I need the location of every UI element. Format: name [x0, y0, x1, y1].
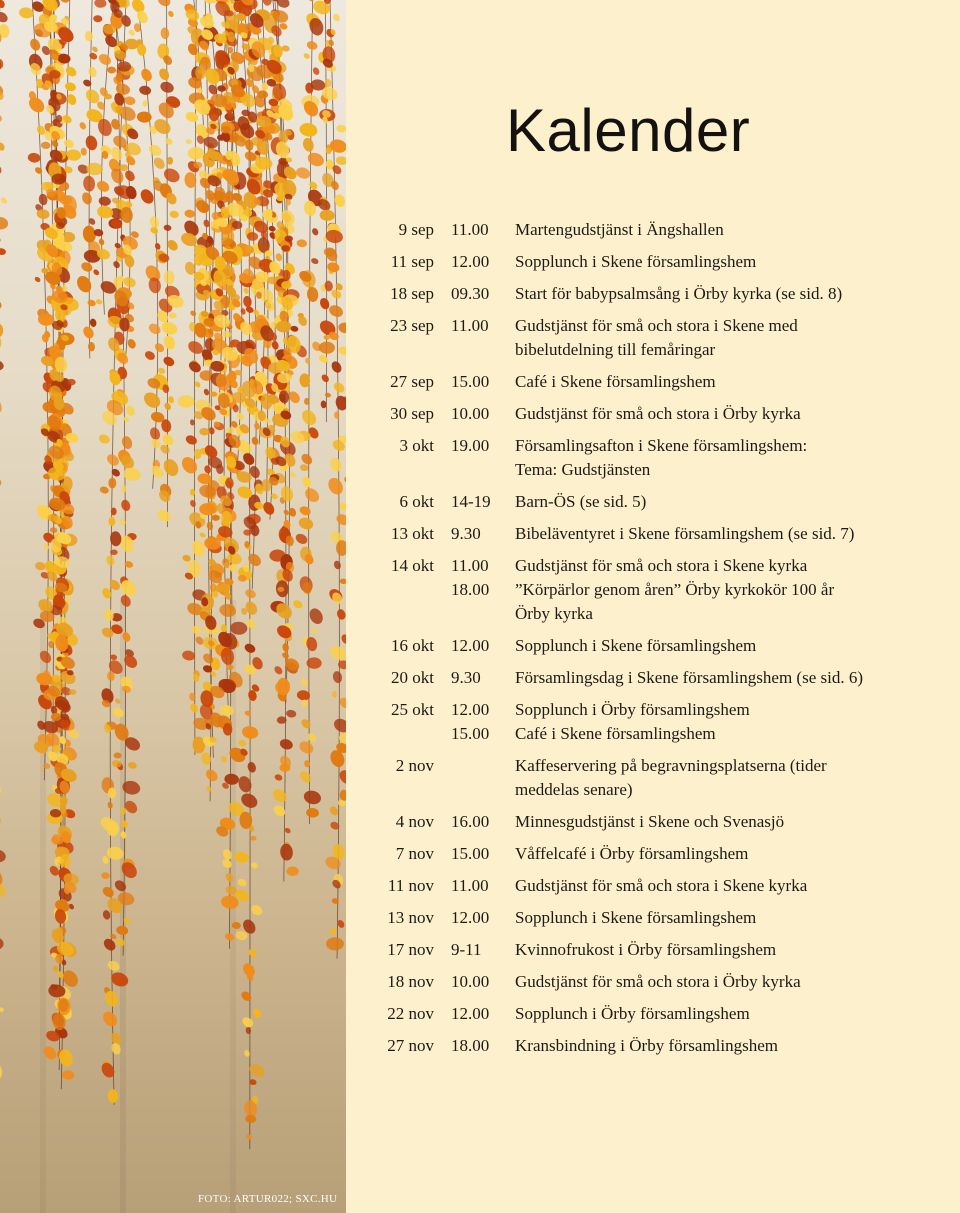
entry-line — [360, 634, 950, 658]
entry-date: 2 nov — [395, 756, 434, 775]
entry-time: 15.00 — [451, 372, 490, 391]
calendar-entry — [360, 970, 950, 994]
calendar-entry — [360, 370, 950, 394]
entry-time: 9-11 — [451, 940, 482, 959]
entry-line — [360, 370, 950, 394]
calendar-entry — [360, 218, 950, 242]
calendar-list — [360, 218, 950, 1066]
calendar-entry — [360, 634, 950, 658]
entry-description: Sopplunch i Skene församlingshem — [515, 636, 757, 655]
entry-time: 12.00 — [451, 908, 490, 927]
entry-line — [360, 554, 950, 578]
entry-line — [360, 458, 950, 482]
entry-description: Gudstjänst för små och stora i Skene med — [515, 316, 798, 335]
calendar-entry — [360, 282, 950, 306]
entry-date: 27 sep — [390, 372, 434, 391]
entry-description: meddelas senare) — [515, 780, 633, 799]
entry-time: 11.00 — [451, 556, 489, 575]
calendar-entry — [360, 810, 950, 834]
calendar-entry — [360, 1034, 950, 1058]
entry-line — [360, 578, 950, 602]
entry-date: 4 nov — [395, 812, 434, 831]
entry-description: ”Körpärlor genom åren” Örby kyrkokör 100 år — [515, 580, 835, 599]
entry-description: Gudstjänst för små och stora i Örby kyrka — [515, 404, 801, 423]
calendar-entry — [360, 250, 950, 274]
entry-time: 15.00 — [451, 724, 490, 743]
calendar-entry — [360, 314, 950, 362]
calendar-entry — [360, 698, 950, 746]
calendar-entry — [360, 754, 950, 802]
entry-time: 12.00 — [451, 700, 490, 719]
entry-description: Barn-ÖS (se sid. 5) — [515, 492, 647, 511]
entry-line — [360, 722, 950, 746]
entry-date: 16 okt — [391, 636, 434, 655]
entry-time: 12.00 — [451, 252, 490, 271]
entry-date: 23 sep — [390, 316, 434, 335]
entry-date: 11 nov — [387, 876, 434, 895]
photo-credit: FOTO: ARTUR022; SXC.HU — [198, 1193, 338, 1205]
entry-line — [360, 810, 950, 834]
entry-line — [360, 434, 950, 458]
entry-description: Martengudstjänst i Ängshallen — [515, 220, 724, 239]
entry-line — [360, 778, 950, 802]
entry-date: 30 sep — [390, 404, 434, 423]
entry-description: Bibeläventyret i Skene församlingshem (se sid. 7) — [515, 524, 855, 543]
entry-date: 18 sep — [390, 284, 434, 303]
entry-line — [360, 522, 950, 546]
entry-description: Församlingsafton i Skene församlingshem: — [515, 436, 808, 455]
entry-description: Tema: Gudstjänsten — [515, 460, 651, 479]
entry-time: 9.30 — [451, 668, 481, 687]
calendar-entry — [360, 842, 950, 866]
entry-line — [360, 754, 950, 778]
calendar-entry — [360, 490, 950, 514]
entry-description: Församlingsdag i Skene församlingshem (se sid. 6) — [515, 668, 863, 687]
entry-date: 18 nov — [387, 972, 434, 991]
entry-line — [360, 282, 950, 306]
entry-date: 25 okt — [391, 700, 434, 719]
entry-line — [360, 402, 950, 426]
entry-line — [360, 698, 950, 722]
entry-date: 13 nov — [387, 908, 434, 927]
entry-time: 15.00 — [451, 844, 490, 863]
entry-time: 9.30 — [451, 524, 481, 543]
entry-time: 11.00 — [451, 220, 489, 239]
entry-time: 12.00 — [451, 636, 490, 655]
entry-line — [360, 314, 950, 338]
entry-line — [360, 490, 950, 514]
entry-description: Gudstjänst för små och stora i Skene kyrka — [515, 556, 808, 575]
entry-line — [360, 338, 950, 362]
entry-description: Örby kyrka — [515, 604, 593, 623]
entry-description: Kaffeservering på begravningsplatserna (tider — [515, 756, 827, 775]
entry-description: Gudstjänst för små och stora i Skene kyrka — [515, 876, 808, 895]
entry-line — [360, 218, 950, 242]
calendar-entry — [360, 402, 950, 426]
entry-description: Start för babypsalmsång i Örby kyrka (se sid. 8) — [515, 284, 843, 303]
entry-time: 10.00 — [451, 404, 490, 423]
entry-description: Sopplunch i Skene församlingshem — [515, 908, 757, 927]
entry-date: 7 nov — [395, 844, 434, 863]
entry-time: 18.00 — [451, 580, 490, 599]
entry-date: 11 sep — [390, 252, 434, 271]
entry-description: Café i Skene församlingshem — [515, 724, 716, 743]
entry-date: 3 okt — [399, 436, 434, 455]
calendar-entry — [360, 1002, 950, 1026]
entry-line — [360, 842, 950, 866]
entry-description: bibelutdelning till femåringar — [515, 340, 716, 359]
entry-description: Sopplunch i Örby församlingshem — [515, 1004, 750, 1023]
entry-description: Kransbindning i Örby församlingshem — [515, 1036, 778, 1055]
entry-line — [360, 1002, 950, 1026]
entry-time: 18.00 — [451, 1036, 490, 1055]
entry-time: 10.00 — [451, 972, 490, 991]
entry-date: 20 okt — [391, 668, 434, 687]
entry-date: 27 nov — [387, 1036, 434, 1055]
entry-date: 17 nov — [387, 940, 434, 959]
autumn-birch-photo — [0, 0, 346, 1213]
entry-date: 13 okt — [391, 524, 434, 543]
entry-description: Gudstjänst för små och stora i Örby kyrka — [515, 972, 801, 991]
entry-time: 12.00 — [451, 1004, 490, 1023]
entry-time: 14-19 — [451, 492, 491, 511]
calendar-entry — [360, 874, 950, 898]
entry-line — [360, 938, 950, 962]
birch-leaves-icon — [0, 0, 346, 1213]
entry-description: Minnesgudstjänst i Skene och Svenasjö — [515, 812, 785, 831]
entry-line — [360, 906, 950, 930]
calendar-entry — [360, 666, 950, 690]
entry-time: 11.00 — [451, 876, 489, 895]
calendar-entry — [360, 938, 950, 962]
entry-description: Våffelcafé i Örby församlingshem — [515, 844, 749, 863]
calendar-entry — [360, 554, 950, 626]
entry-description: Café i Skene församlingshem — [515, 372, 716, 391]
entry-time: 09.30 — [451, 284, 490, 303]
entry-time: 11.00 — [451, 316, 489, 335]
calendar-entry — [360, 906, 950, 930]
entry-line — [360, 602, 950, 626]
entry-time: 16.00 — [451, 812, 490, 831]
entry-line — [360, 1034, 950, 1058]
entry-description: Sopplunch i Skene församlingshem — [515, 252, 757, 271]
entry-line — [360, 874, 950, 898]
entry-line — [360, 970, 950, 994]
calendar-entry — [360, 522, 950, 546]
entry-date: 22 nov — [387, 1004, 434, 1023]
entry-line — [360, 666, 950, 690]
entry-date: 9 sep — [398, 220, 434, 239]
entry-time: 19.00 — [451, 436, 490, 455]
entry-description: Kvinnofrukost i Örby församlingshem — [515, 940, 777, 959]
page-title: Kalender — [506, 97, 751, 164]
entry-date: 14 okt — [391, 556, 434, 575]
calendar-entry — [360, 434, 950, 482]
entry-date: 6 okt — [399, 492, 434, 511]
entry-line — [360, 250, 950, 274]
entry-description: Sopplunch i Örby församlingshem — [515, 700, 750, 719]
